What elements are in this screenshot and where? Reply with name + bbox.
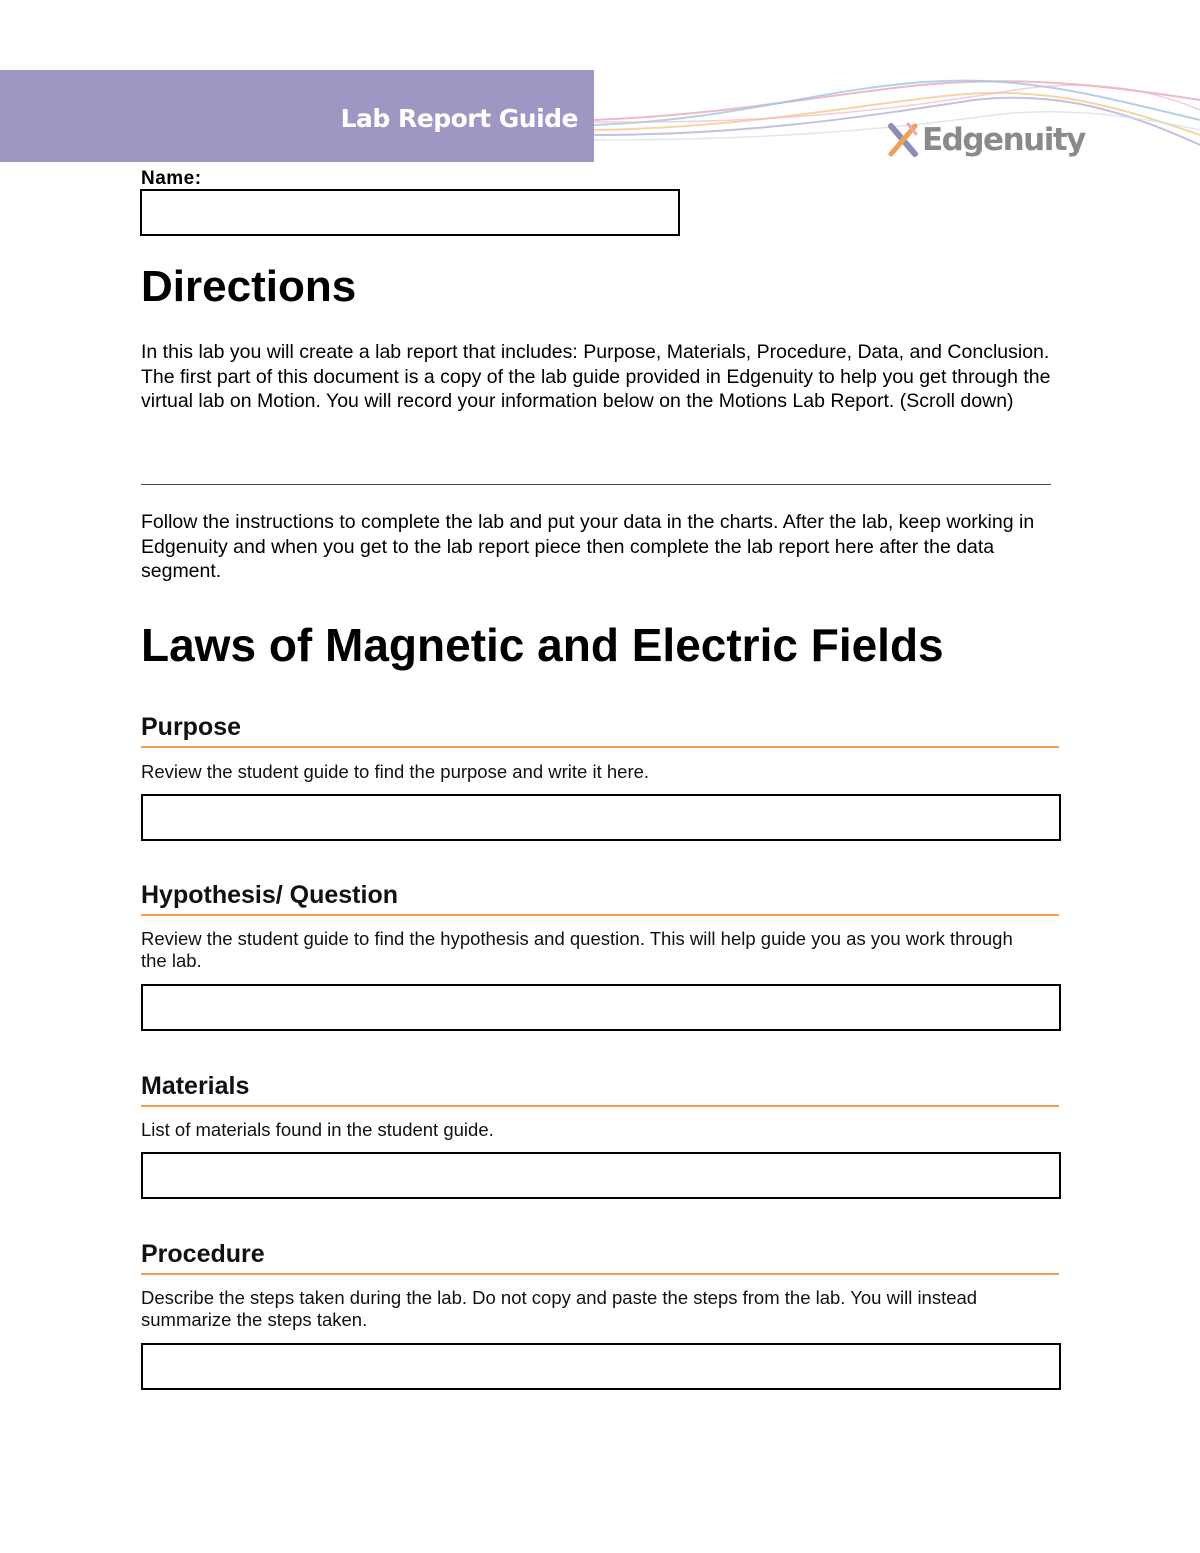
materials-instruction: List of materials found in the student guide. (141, 1119, 494, 1140)
logo-text: Edgenuity (922, 122, 1085, 158)
hypothesis-heading: Hypothesis/ Question (141, 881, 398, 909)
purpose-rule (141, 746, 1059, 748)
edgenuity-x-icon (888, 122, 918, 158)
lab-title: Laws of Magnetic and Electric Fields (141, 619, 944, 671)
hypothesis-answer-field[interactable] (141, 984, 1061, 1031)
purpose-answer-field[interactable] (141, 794, 1061, 841)
materials-heading: Materials (141, 1072, 250, 1100)
hypothesis-instruction: Review the student guide to find the hypothesis and question. This will help guide you as you work through the lab. (141, 928, 1013, 971)
header-title: Lab Report Guide (340, 104, 578, 133)
purpose-instruction: Review the student guide to find the purpose and write it here. (141, 761, 650, 782)
procedure-heading: Procedure (141, 1240, 265, 1268)
edgenuity-logo (888, 118, 1085, 162)
divider-line (141, 484, 1051, 485)
directions-heading: Directions (141, 262, 357, 311)
procedure-rule (141, 1273, 1059, 1275)
directions-paragraph-2: Follow the instructions to complete the lab and put your data in the charts. After the lab, keep working in Edgenuity and when you get to the lab report piece then complete the lab report here after the data segment. (141, 511, 1035, 582)
materials-answer-field[interactable] (141, 1152, 1061, 1199)
header-band (0, 70, 594, 162)
hypothesis-rule (141, 914, 1059, 916)
procedure-answer-field[interactable] (141, 1343, 1061, 1390)
materials-rule (141, 1105, 1059, 1107)
name-label: Name: (141, 168, 202, 189)
procedure-instruction: Describe the steps taken during the lab. Do not copy and paste the steps from the lab. You will instead summarize the steps taken. (141, 1287, 978, 1330)
purpose-heading: Purpose (141, 713, 242, 741)
name-field[interactable] (140, 189, 680, 236)
directions-paragraph-1: In this lab you will create a lab report that includes: Purpose, Materials, Procedure, Data, and Conclusion. The first part of this document is a copy of the lab guide provided in Edgenuity to help you get through the virtual lab on Motion. You will record your information below on the Motions Lab Report. (Scroll down) (141, 341, 1051, 412)
